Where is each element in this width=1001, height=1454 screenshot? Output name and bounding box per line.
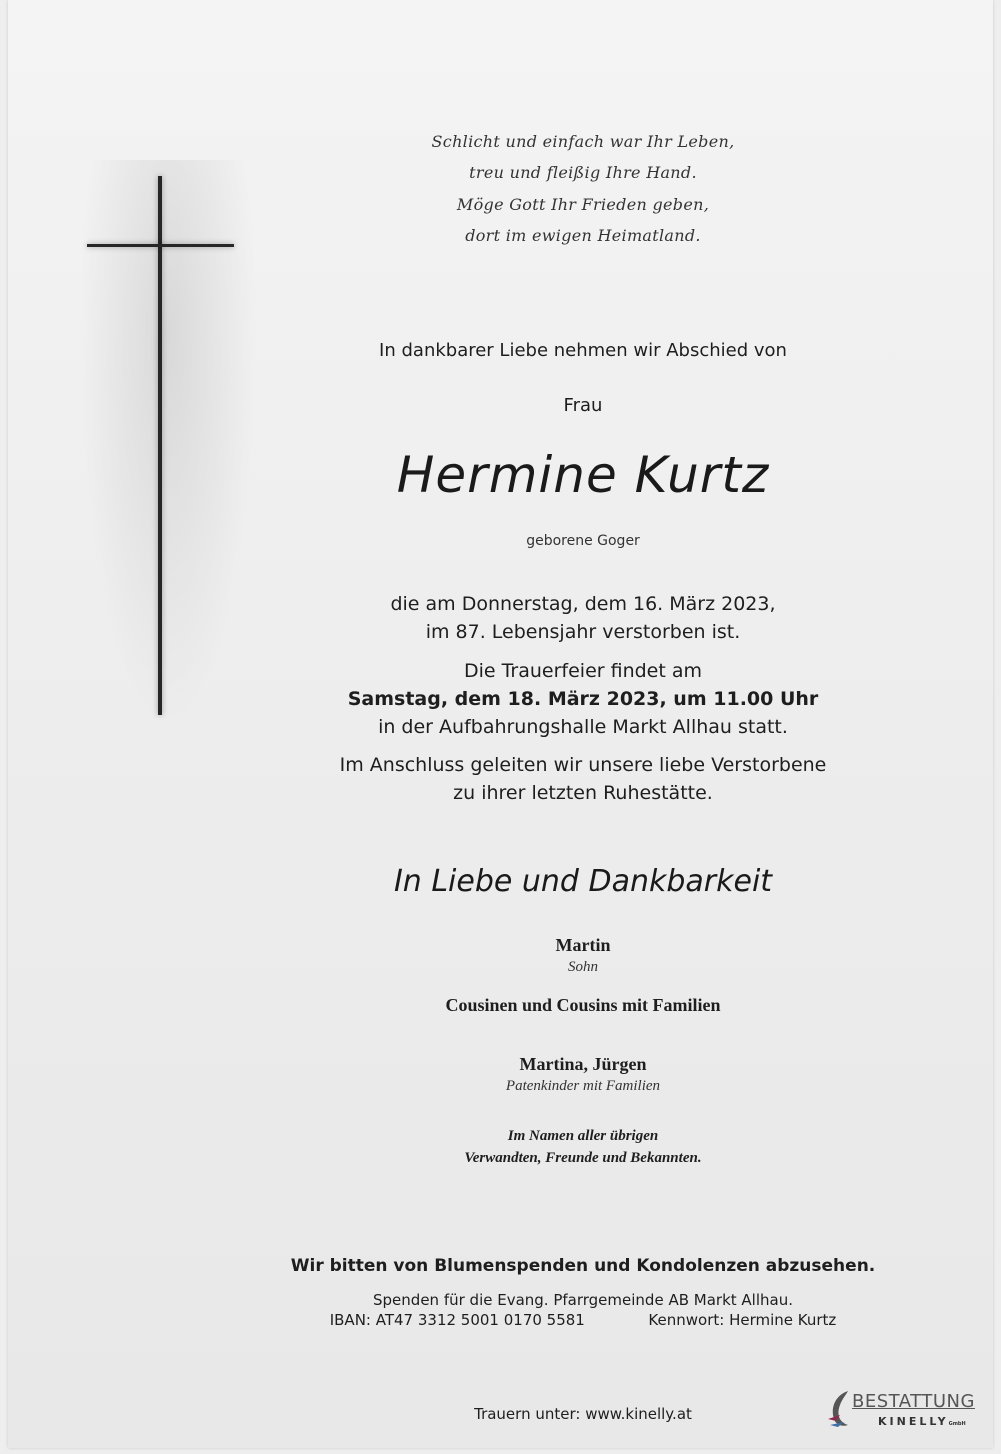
verse-line-3: Möge Gott Ihr Frieden geben,: [456, 195, 710, 214]
burial-line-2: zu ihrer letzten Ruhestätte.: [453, 782, 713, 804]
content-column: [178, 0, 988, 1448]
flower-request: Wir bitten von Blumenspenden und Kondolenzen abzusehen.: [290, 1256, 876, 1276]
funeral-location: in der Aufbahrungshalle Markt Allhau statt.: [378, 716, 788, 738]
logo-suffix: GmbH: [948, 1421, 966, 1427]
verse-line-1: Schlicht und einfach war Ihr Leben,: [431, 132, 735, 151]
mourner-name: Martin: [555, 935, 611, 955]
closing-heading: In Liebe und Dankbarkeit: [393, 864, 773, 899]
verse-line-2: treu und fleißig Ihre Hand.: [469, 163, 697, 182]
logo-brand: KINELLY: [878, 1415, 949, 1428]
cross-icon: [158, 176, 162, 715]
mourner-name: Martina, Jürgen: [519, 1054, 647, 1074]
website-link[interactable]: Trauern unter: www.kinelly.at: [474, 1405, 692, 1423]
donation-details: [178, 1311, 988, 1329]
mourner-role: Sohn: [568, 959, 598, 975]
logo-text-bottom: [878, 1415, 966, 1428]
others-line-2: Verwandten, Freunde und Bekannten.: [464, 1150, 702, 1166]
obituary-page: [8, 0, 993, 1448]
maiden-name: geborene Goger: [526, 533, 640, 549]
title-text: Frau: [563, 395, 603, 416]
keyword-text: Kennwort: Hermine Kurtz: [648, 1311, 837, 1329]
verse-line-4: dort im ewigen Heimatland.: [465, 226, 701, 245]
intro-text: In dankbarer Liebe nehmen wir Abschied von: [379, 340, 787, 361]
mourner-name: Cousinen und Cousins mit Familien: [445, 995, 721, 1015]
death-line-2: im 87. Lebensjahr verstorben ist.: [425, 621, 741, 643]
mourner-role: Patenkinder mit Familien: [505, 1078, 661, 1094]
death-line-1: die am Donnerstag, dem 16. März 2023,: [390, 593, 776, 615]
donation-text: Spenden für die Evang. Pfarrgemeinde AB Markt Allhau.: [373, 1291, 793, 1309]
funeral-home-logo: [826, 1387, 976, 1433]
funeral-date: Samstag, dem 18. März 2023, um 11.00 Uhr: [347, 688, 819, 710]
others-line-1: Im Namen aller übrigen: [507, 1128, 659, 1144]
iban-text: IBAN: AT47 3312 5001 0170 5581: [329, 1311, 585, 1329]
logo-text-top: BESTATTUNG: [852, 1391, 975, 1412]
burial-line-1: Im Anschluss geleiten wir unsere liebe Verstorbene: [339, 754, 827, 776]
deceased-name: Hermine Kurtz: [396, 446, 770, 504]
funeral-line-1: Die Trauerfeier findet am: [463, 660, 703, 682]
